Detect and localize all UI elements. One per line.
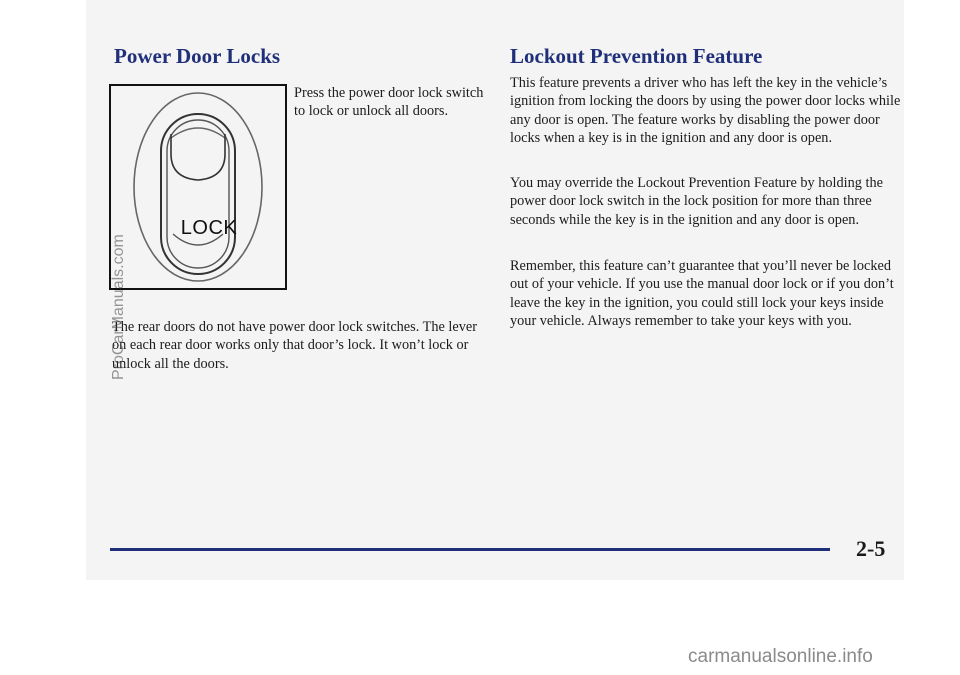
lockout-paragraph-3: Remember, this feature can’t guarantee that you’ll never be locked out of your vehicle. If you use the manual door lock or if you don’t leave the key in the ignition, you could still lock your keys inside your vehicle. Always remember to take your keys with you. (510, 258, 894, 330)
intro-paragraph: Press the power door lock switch to lock or unlock all doors. (294, 85, 484, 120)
lock-label: LOCK (180, 217, 238, 239)
lock-switch-illustration (109, 84, 287, 290)
side-watermark: ProCarManuals.com (110, 234, 127, 380)
bottom-watermark: carmanualsonline.info (688, 646, 873, 667)
lock-switch-icon (111, 86, 285, 288)
section-heading-power-door-locks: Power Door Locks (114, 44, 281, 68)
rear-doors-paragraph: The rear doors do not have power door lock switches. The lever on each rear door works only that door’s lock. It won’t lock or unlock all the doors. (112, 319, 477, 372)
lockout-paragraph-1: This feature prevents a driver who has left the key in the vehicle’s ignition from locking the doors by using the power door locks while any door is open. The feature works by disabling the power door locks when a key is in the ignition and any door is open. (510, 75, 901, 147)
page-number: 2-5 (856, 536, 886, 561)
section-heading-lockout-prevention: Lockout Prevention Feature (510, 44, 763, 68)
footer-rule (110, 548, 830, 551)
lockout-paragraph-2: You may override the Lockout Prevention Feature by holding the power door lock switch in the lock position for more than three seconds while the key is in the ignition and any door is open. (510, 175, 883, 228)
